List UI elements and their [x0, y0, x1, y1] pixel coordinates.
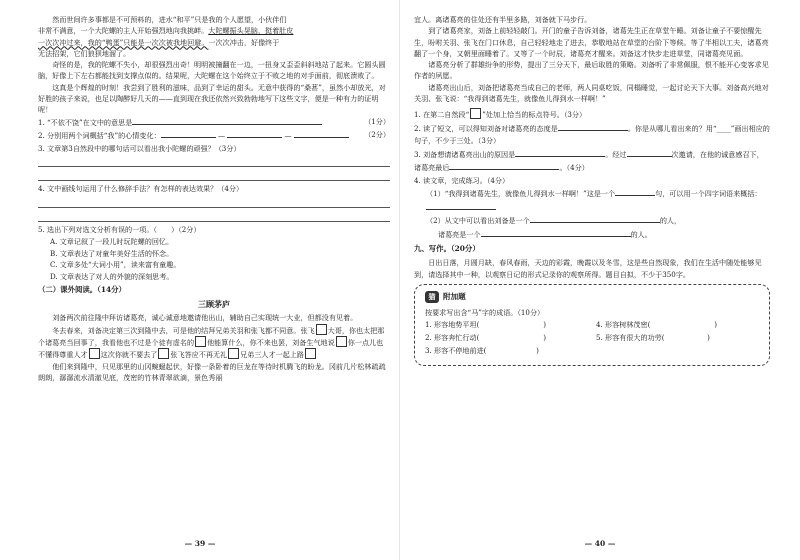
idiom-item[interactable]: 1. 形容地势平坦( ) — [425, 320, 546, 330]
underlined-text: 大陀螺振头晃脑，挺着肚皮 — [208, 26, 294, 36]
story-paragraph: 诸葛亮出山后，刘备把诸葛亮当成自己的老师，两人同桌吃饭，同榻睡觉，一起讨论天下大事。刘备高兴地对关羽、张飞说：“我得到诸葛先生，就像鱼儿得到水一样啊！” — [414, 82, 769, 104]
question-text: 的人， — [659, 216, 682, 226]
question-text: 1. 在第二自然段“ — [414, 110, 470, 120]
punctuation-box[interactable] — [316, 324, 327, 335]
story-paragraph: 刘备两次前往隆中拜访诸葛亮，诚心诚意地邀请他出山，辅助自己实现统一大业，但都没有见着。 — [52, 313, 358, 323]
question-4: 4. 文中画线句运用了什么修辞手法？有怎样的表达效果？（4分） — [38, 184, 244, 194]
question-4-2 — [426, 214, 770, 241]
score: （1分） — [364, 116, 390, 126]
question-text: 句，可以用一个四字词语来概括： — [655, 189, 762, 199]
answer-blank[interactable] — [161, 129, 216, 138]
text: 冬去春来，刘备决定第三次到隆中去，可是他的结拜兄弟关羽和张飞都不同意。张飞 — [52, 325, 315, 335]
cat-mascot-icon: 猫 — [425, 291, 439, 303]
story-paragraph: 宜人。离诸葛亮的住处还有半里多路，刘备就下马步行。 — [414, 15, 592, 24]
underlined-text: 一次次冲过来，我的“鸭蛋”只能是一次次被我地回避。 — [38, 37, 209, 47]
punctuation-box[interactable] — [305, 348, 316, 359]
text: 这次你就不要去了 — [100, 350, 158, 360]
text: 他能算什么，你不来也罢，刘备生气地说 — [207, 338, 335, 348]
answer-blank[interactable] — [530, 214, 660, 223]
question-text: ”处加上恰当的标点符号。（3分） — [482, 110, 587, 120]
passage-paragraph — [38, 37, 390, 48]
story-paragraph: 到了诸葛亮家，刘备上前轻轻敲门。开门的童子告诉刘备，诸葛先生正在草堂午睡。刘备让童子不要惊醒先生，吩咐关羽、张飞在门口休息，自己轻轻地走了进去，恭敬地站在草堂的台阶下等候。等了半相以工夫，诸葛亮翻了一个身，又朝里面睡着了。又等了一个时辰，诸葛亮才醒来。刘备这才快步走进草堂，同诸葛亮见面。 — [414, 26, 769, 58]
idiom-grid — [425, 318, 759, 357]
idiom-item[interactable]: 3. 形容不停地前进( ) — [425, 346, 539, 356]
text: 你一点儿也不懂得尊重人才 — [38, 338, 384, 360]
question-3: 3. 文章第3自然段中的哪句话可以看出我小陀螺的顽强？（3分） — [38, 143, 241, 153]
answer-line[interactable] — [38, 169, 390, 181]
question-2: 2. 分别用两个词概括“我”的心情变化： — — （2分） — [38, 130, 390, 141]
answer-blank[interactable] — [449, 161, 559, 170]
question-text: 。你是从哪儿看出来的？用“____”画出相应的句子，不少于三处。（3分） — [414, 123, 770, 146]
passage-paragraph — [38, 25, 390, 36]
passage-paragraph: 这真是个辉煌的时刻！我尝到了胜利的滋味，品到了幸运的甜头。无意中获得的“桑葚”，虽然小却放光，对好胜的孩子来说，也足以陶醉好几天的——直到现在我还依然兴致勃勃地写下这些文字，便是一种有力的证明呢！ — [38, 82, 386, 115]
section-heading: （二）课外阅读。（14分） — [38, 285, 126, 295]
question-text: 1. “不依不饶”在文中的意思是 — [38, 117, 133, 127]
punctuation-box[interactable] — [195, 336, 206, 347]
answer-blank[interactable] — [615, 187, 655, 196]
question-3 — [414, 148, 770, 175]
question-text: 3. 刘备想请诸葛亮出山的原因是 — [414, 149, 516, 159]
question-text: 。经过 — [605, 149, 627, 159]
punctuation-box[interactable] — [228, 348, 239, 359]
story-title: 三顾茅庐 — [198, 299, 230, 310]
idiom-item[interactable]: 4. 形容树林茂密( ) — [596, 320, 717, 330]
story-paragraph: 他们来到隆中，只见那里的山冈蜿蜒起伏，好像一条卧着的巨龙在等待时机腾飞的盼龙。冈前几片松林疏疏朗朗，潺潺流水清澈见底，茂密的竹林青翠欲滴，景色秀丽 — [38, 361, 386, 382]
idiom-item[interactable]: 5. 形容有很大的功劳( ) — [596, 333, 710, 343]
question-1 — [38, 116, 390, 130]
question-text: 2. 读了短文，可以得知刘备对诸葛亮的态度是 — [414, 123, 558, 133]
question-4: 4. 读文章，完成练习。（4分） — [414, 175, 510, 185]
answer-blank[interactable] — [132, 116, 322, 125]
question-text: 次邀请，在他的诚意感召下，诸葛亮最后 — [414, 149, 764, 173]
question-text: 2. 分别用两个词概括“我”的心情变化： — [38, 131, 161, 141]
page-number: — 39 — — [184, 539, 216, 548]
punctuation-box[interactable] — [158, 348, 169, 359]
text: 大哥，你也太把那个诸葛亮当回事了，我看他也不过是个徒有虚名的 — [38, 325, 385, 348]
question-text: （1）“我得到诸葛先生，就像鱼儿得到水一样啊！”这是一个 — [426, 189, 616, 199]
answer-blank[interactable] — [627, 148, 672, 157]
answer-blank[interactable] — [515, 148, 605, 157]
option-c: C. 文章多处“大词小用”，读来富有童趣。 — [50, 260, 181, 270]
text: 张飞答应不再无礼 — [170, 350, 228, 360]
option-a: A. 文章记叙了一段儿时玩陀螺的回忆。 — [50, 237, 174, 247]
question-text: 的人。 — [630, 229, 652, 239]
passage-paragraph: 然而世间许多事都是不可预料的，进水“和平”只是我的个人愿望，小伙伴们 — [52, 15, 287, 24]
writing-prompt: 日出日落，月圆月缺，春风春雨，天边的彩霞，晚霞以及冬雪，这是些自然现象，我们在生活中随处能够见到，请选择其中一种，以观察日记的形式记录你的观察所得。题目自拟，不少于350字。 — [414, 258, 762, 279]
answer-blank[interactable] — [227, 129, 282, 138]
text: 兄弟三人才一起上路 — [240, 350, 304, 360]
bonus-question-box — [414, 284, 770, 366]
answer-blank[interactable] — [426, 201, 496, 210]
writing-heading: 九、写作。（20分） — [414, 244, 480, 254]
punctuation-box[interactable] — [336, 336, 347, 347]
question-2 — [414, 122, 770, 148]
story-paragraph: 诸葛亮分析了群雄纷争的形势，提出了三分天下，最后取胜的策略。刘备听了非常佩服，恨不能开心变客求见作者的夙愿。 — [414, 60, 769, 81]
option-b: B. 文章表达了对童年美好生活的怀念。 — [50, 248, 174, 258]
question-text: （2）从文中可以看出刘备是一个 — [426, 216, 530, 226]
text: 一次次冲击，好像终于 — [208, 37, 280, 47]
idiom-item[interactable]: 2. 形容奔忙行动( ) — [425, 333, 546, 343]
box-symbol — [470, 108, 481, 119]
answer-line[interactable] — [38, 196, 390, 208]
answer-line[interactable] — [38, 155, 390, 167]
score: （2分） — [364, 130, 390, 140]
answer-line[interactable] — [38, 210, 390, 222]
question-5: 5. 选出下列对选文分析有误的一项。（ ）（2分） — [38, 224, 201, 234]
question-text: 诸葛亮是一个 — [438, 229, 481, 239]
question-1 — [414, 108, 770, 122]
page-number: — 40 — — [584, 539, 616, 548]
question-4-1 — [426, 187, 770, 214]
question-text: 。（4分） — [559, 163, 589, 173]
punctuation-box[interactable] — [89, 348, 100, 359]
bonus-prompt: 按要求写出含“马”字的成语。（10分） — [425, 307, 545, 317]
bonus-title: 附加题 — [443, 292, 466, 302]
right-page — [400, 0, 800, 560]
story-paragraph — [38, 324, 390, 361]
passage-paragraph: 无法招架，它们狼狈地溜了。 — [38, 48, 131, 58]
passage-paragraph: 奇怪的是，我的陀螺不失小，却很强烈出奇！明明被撞翻在一边，一扭身又歪歪斜斜地站了起来。它圆头圆脑，好像上下左右都能找到支撑点似的。结果呢，大陀螺在这个始终立于不败之地的对手面前，彻底溃败了。 — [38, 60, 386, 81]
answer-blank[interactable] — [558, 122, 628, 131]
option-d: D. 文章表达了对人的外貌的深刻思考。 — [50, 271, 174, 281]
answer-blank[interactable] — [294, 129, 349, 138]
answer-blank[interactable] — [481, 228, 631, 237]
bonus-header — [425, 291, 759, 303]
text: 非常不满意，一个大陀螺的主人开始强烈地向我挑衅。 — [38, 26, 209, 36]
